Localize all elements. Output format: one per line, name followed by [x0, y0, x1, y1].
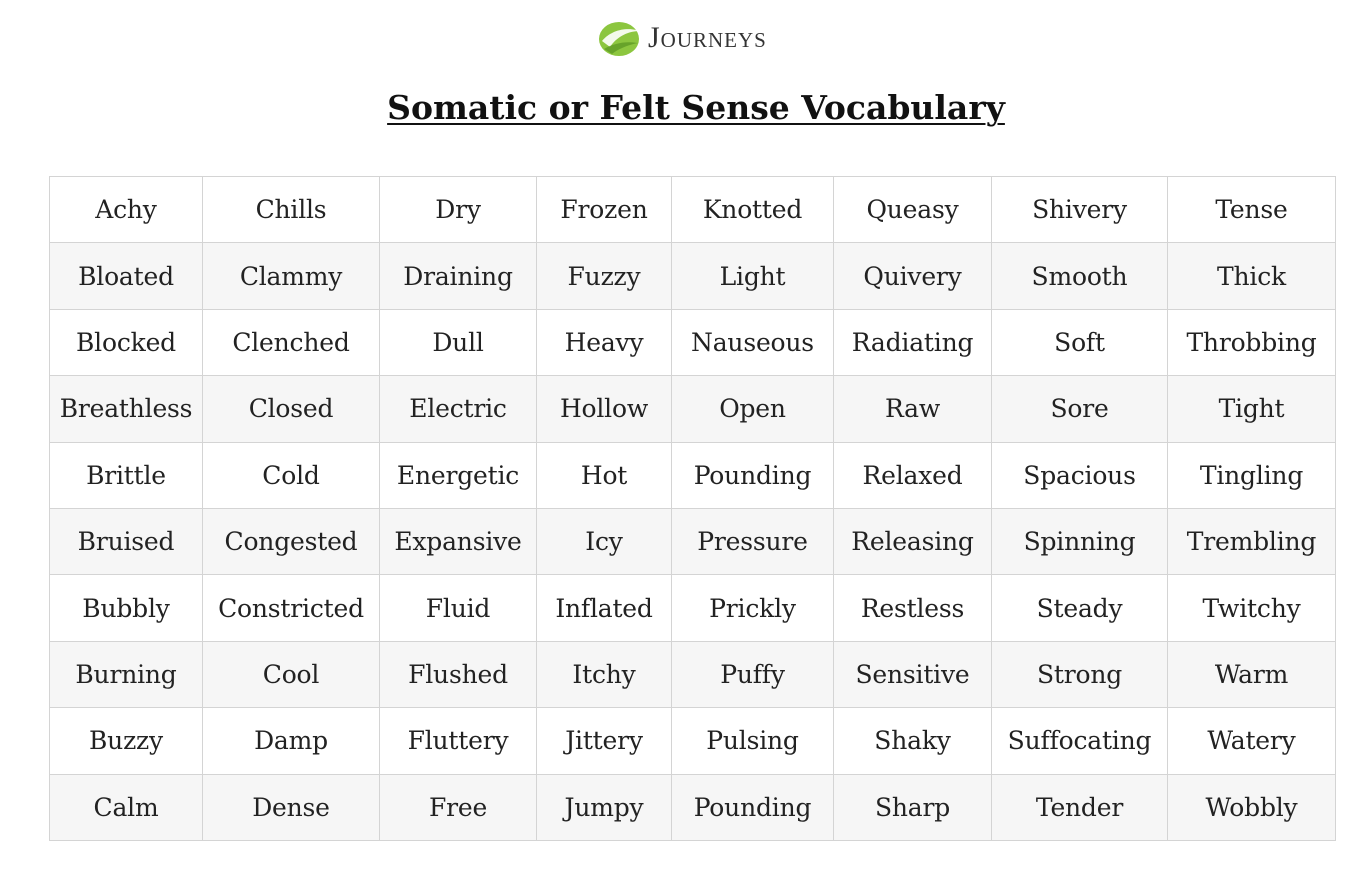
vocabulary-word-cell: Calm: [50, 774, 203, 840]
vocabulary-word-cell: Twitchy: [1168, 575, 1336, 641]
vocabulary-word-cell: Fuzzy: [537, 243, 672, 309]
vocabulary-word-cell: Sore: [992, 376, 1168, 442]
vocabulary-word-cell: Breathless: [50, 376, 203, 442]
vocabulary-word-cell: Dull: [380, 309, 537, 375]
vocabulary-word-cell: Knotted: [672, 177, 834, 243]
vocabulary-word-cell: Constricted: [203, 575, 380, 641]
vocabulary-word-cell: Energetic: [380, 442, 537, 508]
vocabulary-word-cell: Queasy: [834, 177, 992, 243]
vocabulary-word-cell: Dry: [380, 177, 537, 243]
vocabulary-word-cell: Buzzy: [50, 708, 203, 774]
table-row: [50, 708, 1336, 774]
vocabulary-word-cell: Tingling: [1168, 442, 1336, 508]
vocabulary-word-cell: Pulsing: [672, 708, 834, 774]
table-row: [50, 641, 1336, 707]
vocabulary-word-cell: Fluttery: [380, 708, 537, 774]
vocabulary-word-cell: Watery: [1168, 708, 1336, 774]
brand-name: Journeys: [648, 21, 767, 54]
vocabulary-word-cell: Hollow: [537, 376, 672, 442]
vocabulary-word-cell: Sharp: [834, 774, 992, 840]
vocabulary-word-cell: Wobbly: [1168, 774, 1336, 840]
vocabulary-word-cell: Clammy: [203, 243, 380, 309]
vocabulary-word-cell: Frozen: [537, 177, 672, 243]
table-row: [50, 177, 1336, 243]
table-row: [50, 309, 1336, 375]
vocabulary-word-cell: Draining: [380, 243, 537, 309]
vocabulary-word-cell: Suffocating: [992, 708, 1168, 774]
vocabulary-word-cell: Spinning: [992, 508, 1168, 574]
vocabulary-word-cell: Inflated: [537, 575, 672, 641]
vocabulary-word-cell: Blocked: [50, 309, 203, 375]
vocabulary-word-cell: Trembling: [1168, 508, 1336, 574]
vocabulary-word-cell: Jumpy: [537, 774, 672, 840]
vocabulary-word-cell: Radiating: [834, 309, 992, 375]
vocabulary-word-cell: Brittle: [50, 442, 203, 508]
vocabulary-word-cell: Soft: [992, 309, 1168, 375]
table-row: [50, 774, 1336, 840]
vocabulary-word-cell: Chills: [203, 177, 380, 243]
vocabulary-word-cell: Nauseous: [672, 309, 834, 375]
brand: [598, 18, 767, 58]
vocabulary-word-cell: Raw: [834, 376, 992, 442]
vocabulary-word-cell: Expansive: [380, 508, 537, 574]
vocabulary-word-cell: Pounding: [672, 442, 834, 508]
vocabulary-word-cell: Damp: [203, 708, 380, 774]
vocabulary-word-cell: Pounding: [672, 774, 834, 840]
vocabulary-word-cell: Restless: [834, 575, 992, 641]
vocabulary-word-cell: Free: [380, 774, 537, 840]
vocabulary-word-cell: Jittery: [537, 708, 672, 774]
vocabulary-word-cell: Icy: [537, 508, 672, 574]
vocabulary-word-cell: Releasing: [834, 508, 992, 574]
vocabulary-word-cell: Sensitive: [834, 641, 992, 707]
vocabulary-word-cell: Pressure: [672, 508, 834, 574]
vocabulary-word-cell: Puffy: [672, 641, 834, 707]
vocabulary-word-cell: Quivery: [834, 243, 992, 309]
page-title: Somatic or Felt Sense Vocabulary: [387, 88, 1005, 127]
vocabulary-word-cell: Strong: [992, 641, 1168, 707]
vocabulary-word-cell: Tense: [1168, 177, 1336, 243]
vocabulary-word-cell: Heavy: [537, 309, 672, 375]
vocabulary-word-cell: Tender: [992, 774, 1168, 840]
table-row: [50, 442, 1336, 508]
vocabulary-word-cell: Throbbing: [1168, 309, 1336, 375]
vocabulary-word-cell: Hot: [537, 442, 672, 508]
table-row: [50, 376, 1336, 442]
vocabulary-word-cell: Light: [672, 243, 834, 309]
vocabulary-word-cell: Thick: [1168, 243, 1336, 309]
vocabulary-word-cell: Tight: [1168, 376, 1336, 442]
vocabulary-word-cell: Shaky: [834, 708, 992, 774]
vocabulary-word-cell: Fluid: [380, 575, 537, 641]
vocabulary-word-cell: Prickly: [672, 575, 834, 641]
vocabulary-word-cell: Bruised: [50, 508, 203, 574]
table-row: [50, 575, 1336, 641]
vocabulary-table-body: [50, 177, 1336, 841]
table-row: [50, 508, 1336, 574]
vocabulary-word-cell: Shivery: [992, 177, 1168, 243]
vocabulary-word-cell: Relaxed: [834, 442, 992, 508]
vocabulary-word-cell: Dense: [203, 774, 380, 840]
vocabulary-word-cell: Cool: [203, 641, 380, 707]
vocabulary-word-cell: Bloated: [50, 243, 203, 309]
vocabulary-word-cell: Steady: [992, 575, 1168, 641]
vocabulary-word-cell: Cold: [203, 442, 380, 508]
vocabulary-word-cell: Clenched: [203, 309, 380, 375]
vocabulary-word-cell: Bubbly: [50, 575, 203, 641]
vocabulary-word-cell: Smooth: [992, 243, 1168, 309]
leaf-logo-icon: [598, 19, 642, 57]
vocabulary-word-cell: Flushed: [380, 641, 537, 707]
vocabulary-word-cell: Itchy: [537, 641, 672, 707]
vocabulary-word-cell: Warm: [1168, 641, 1336, 707]
vocabulary-word-cell: Burning: [50, 641, 203, 707]
vocabulary-word-cell: Closed: [203, 376, 380, 442]
vocabulary-table: [49, 176, 1336, 841]
vocabulary-word-cell: Open: [672, 376, 834, 442]
vocabulary-word-cell: Spacious: [992, 442, 1168, 508]
vocabulary-word-cell: Electric: [380, 376, 537, 442]
vocabulary-word-cell: Achy: [50, 177, 203, 243]
vocabulary-word-cell: Congested: [203, 508, 380, 574]
table-row: [50, 243, 1336, 309]
